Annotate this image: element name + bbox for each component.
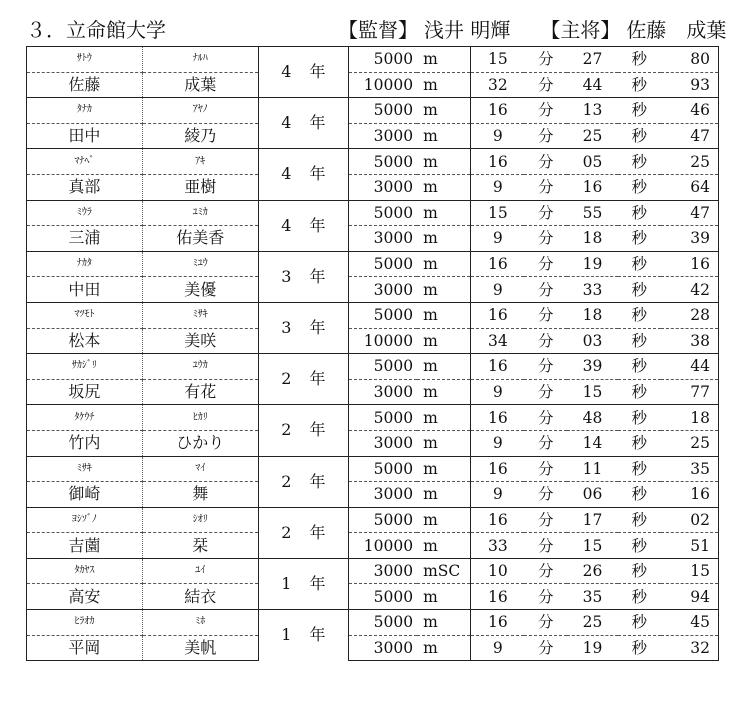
record-distance-unit: m bbox=[423, 127, 438, 146]
surname-kana: ﾐｳﾗ bbox=[27, 200, 143, 226]
record-seconds: 11 bbox=[567, 456, 618, 482]
record-seconds-unit: 秒 bbox=[618, 405, 661, 431]
athlete-row bbox=[27, 98, 719, 124]
record-distance-unit: m bbox=[423, 229, 438, 248]
athlete-row bbox=[27, 200, 719, 226]
record-hundredths: 51 bbox=[661, 533, 719, 559]
record-seconds: 39 bbox=[567, 354, 618, 380]
record-seconds-unit: 秒 bbox=[618, 98, 661, 124]
record-minutes-unit: 分 bbox=[524, 251, 567, 277]
athlete-row bbox=[27, 47, 719, 73]
record-hundredths: 18 bbox=[661, 405, 719, 431]
athlete-row bbox=[27, 558, 719, 584]
record-hundredths: 44 bbox=[661, 354, 719, 380]
record-distance: 5000 bbox=[349, 149, 418, 175]
record-distance: 10000 bbox=[349, 533, 418, 559]
record-minutes: 16 bbox=[471, 405, 525, 431]
athlete-row bbox=[27, 405, 719, 431]
record-hundredths: 47 bbox=[661, 123, 719, 149]
given-name-kana: ﾅﾙﾊ bbox=[142, 47, 258, 73]
grade-cell bbox=[258, 98, 348, 149]
grade-unit: 年 bbox=[309, 573, 326, 593]
grade-unit: 年 bbox=[309, 113, 326, 133]
given-name: 美優 bbox=[142, 277, 258, 303]
record-minutes: 10 bbox=[471, 558, 525, 584]
record-distance: 5000 bbox=[349, 98, 418, 124]
athlete-row bbox=[27, 277, 719, 303]
record-minutes-unit: 分 bbox=[537, 536, 554, 555]
record-minutes: 16 bbox=[471, 610, 525, 636]
record-seconds: 27 bbox=[567, 47, 618, 73]
grade-number: 1 bbox=[281, 625, 292, 645]
given-name-kana: ｼｵﾘ bbox=[142, 507, 258, 533]
record-seconds-unit: 秒 bbox=[618, 635, 661, 661]
record-distance-unit: m bbox=[423, 178, 438, 197]
record-hundredths: 46 bbox=[661, 98, 719, 124]
surname-kana: ﾅｶﾀ bbox=[27, 251, 143, 277]
given-name: 成葉 bbox=[142, 72, 258, 98]
record-distance: 3000 bbox=[349, 174, 418, 200]
record-seconds-unit: 秒 bbox=[618, 354, 661, 380]
record-minutes: 9 bbox=[471, 430, 525, 456]
grade-number: 4 bbox=[281, 215, 292, 235]
record-hundredths: 25 bbox=[661, 149, 719, 175]
grade-number: 3 bbox=[281, 266, 292, 286]
record-minutes: 9 bbox=[471, 277, 525, 303]
record-minutes-unit: 分 bbox=[537, 383, 554, 402]
record-distance-unit: m bbox=[423, 75, 438, 94]
record-distance-unit: m bbox=[417, 507, 471, 533]
record-distance-unit: m bbox=[417, 610, 471, 636]
record-minutes: 9 bbox=[471, 174, 525, 200]
athlete-row bbox=[27, 328, 719, 354]
record-distance: 3000 bbox=[349, 379, 418, 405]
athlete-row bbox=[27, 635, 719, 661]
record-distance: 5000 bbox=[349, 251, 418, 277]
record-hundredths: 32 bbox=[661, 635, 719, 661]
record-hundredths: 39 bbox=[661, 226, 719, 252]
roster-table bbox=[26, 46, 719, 661]
record-hundredths: 47 bbox=[661, 200, 719, 226]
grade-cell bbox=[258, 558, 348, 609]
record-seconds-unit: 秒 bbox=[618, 200, 661, 226]
record-distance-unit: m bbox=[417, 200, 471, 226]
record-distance: 5000 bbox=[349, 610, 418, 636]
record-distance-unit: m bbox=[423, 280, 438, 299]
record-seconds-unit: 秒 bbox=[618, 47, 661, 73]
record-seconds-unit: 秒 bbox=[618, 251, 661, 277]
record-minutes-unit: 分 bbox=[537, 280, 554, 299]
given-name: 有花 bbox=[142, 379, 258, 405]
grade-cell bbox=[258, 149, 348, 200]
record-distance-unit: m bbox=[417, 302, 471, 328]
record-hundredths: 35 bbox=[661, 456, 719, 482]
given-name-kana: ｱﾔﾉ bbox=[142, 98, 258, 124]
record-distance: 3000 bbox=[349, 482, 418, 508]
given-name: 亜樹 bbox=[142, 174, 258, 200]
record-minutes: 16 bbox=[471, 584, 525, 610]
given-name: 美咲 bbox=[142, 328, 258, 354]
coach-label: 【監督】 bbox=[338, 18, 418, 42]
given-name: 佑美香 bbox=[142, 226, 258, 252]
record-minutes-unit: 分 bbox=[524, 149, 567, 175]
given-name: 栞 bbox=[142, 533, 258, 559]
given-name-kana: ﾕｲ bbox=[142, 558, 258, 584]
record-distance-unit: m bbox=[417, 251, 471, 277]
given-name-kana: ﾐｻｷ bbox=[142, 302, 258, 328]
record-hundredths: 77 bbox=[661, 379, 719, 405]
record-seconds: 15 bbox=[582, 383, 603, 402]
record-seconds-unit: 秒 bbox=[631, 331, 647, 350]
record-seconds-unit: 秒 bbox=[631, 485, 647, 504]
record-distance: 5000 bbox=[349, 47, 418, 73]
record-minutes-unit: 分 bbox=[524, 200, 567, 226]
record-seconds-unit: 秒 bbox=[631, 434, 647, 453]
given-name: 結衣 bbox=[142, 584, 258, 610]
record-distance: 5000 bbox=[349, 354, 418, 380]
record-seconds: 48 bbox=[567, 405, 618, 431]
record-seconds: 13 bbox=[567, 98, 618, 124]
record-minutes: 16 bbox=[471, 251, 525, 277]
given-name-kana: ﾐﾕｳ bbox=[142, 251, 258, 277]
grade-unit: 年 bbox=[309, 625, 326, 645]
athlete-row bbox=[27, 482, 719, 508]
record-seconds-unit: 秒 bbox=[618, 149, 661, 175]
record-hundredths: 38 bbox=[661, 328, 719, 354]
record-distance: 3000 bbox=[349, 123, 418, 149]
record-seconds: 15 bbox=[582, 536, 603, 555]
surname: 平岡 bbox=[27, 635, 143, 661]
record-seconds: 17 bbox=[567, 507, 618, 533]
athlete-row bbox=[27, 174, 719, 200]
record-seconds: 05 bbox=[567, 149, 618, 175]
grade-cell bbox=[258, 507, 348, 558]
athlete-row bbox=[27, 123, 719, 149]
grade-unit: 年 bbox=[309, 318, 326, 338]
grade-unit: 年 bbox=[309, 522, 326, 542]
record-distance: 5000 bbox=[349, 584, 418, 610]
record-seconds: 18 bbox=[582, 229, 603, 248]
grade-unit: 年 bbox=[309, 62, 326, 82]
record-minutes: 32 bbox=[471, 72, 525, 98]
grade-unit: 年 bbox=[309, 420, 326, 440]
record-distance: 3000 bbox=[349, 635, 418, 661]
surname: 吉薗 bbox=[27, 533, 143, 559]
record-distance-unit: m bbox=[423, 536, 438, 555]
athlete-row bbox=[27, 302, 719, 328]
record-minutes: 16 bbox=[471, 507, 525, 533]
record-minutes-unit: 分 bbox=[537, 229, 554, 248]
record-minutes: 33 bbox=[471, 533, 525, 559]
record-hundredths: 42 bbox=[661, 277, 719, 303]
record-seconds: 19 bbox=[567, 635, 618, 661]
record-distance-unit: m bbox=[417, 635, 471, 661]
grade-unit: 年 bbox=[309, 215, 326, 235]
record-distance: 3000 bbox=[349, 226, 418, 252]
grade-number: 2 bbox=[281, 471, 292, 491]
surname-kana: ﾀｶﾔｽ bbox=[27, 558, 143, 584]
record-hundredths: 64 bbox=[661, 174, 719, 200]
record-distance-unit: m bbox=[423, 331, 438, 350]
record-seconds: 35 bbox=[582, 587, 603, 606]
surname: 真部 bbox=[27, 174, 143, 200]
grade-cell bbox=[258, 200, 348, 251]
record-minutes-unit: 分 bbox=[524, 47, 567, 73]
record-distance: 5000 bbox=[349, 200, 418, 226]
record-distance: 10000 bbox=[349, 72, 418, 98]
record-seconds: 14 bbox=[582, 434, 603, 453]
record-distance-unit: m bbox=[417, 98, 471, 124]
surname: 松本 bbox=[27, 328, 143, 354]
grade-cell bbox=[258, 302, 348, 353]
athlete-row bbox=[27, 251, 719, 277]
surname: 高安 bbox=[27, 584, 143, 610]
surname: 御崎 bbox=[27, 482, 143, 508]
record-minutes: 34 bbox=[471, 328, 525, 354]
record-seconds-unit: 秒 bbox=[631, 127, 647, 146]
record-minutes-unit: 分 bbox=[537, 331, 554, 350]
record-minutes: 15 bbox=[471, 200, 525, 226]
record-distance: 5000 bbox=[349, 405, 418, 431]
record-minutes-unit: 分 bbox=[537, 485, 554, 504]
surname: 三浦 bbox=[27, 226, 143, 252]
record-hundredths: 25 bbox=[661, 430, 719, 456]
surname-kana: ﾏﾂﾓﾄ bbox=[27, 302, 143, 328]
roster-header bbox=[26, 10, 736, 42]
record-minutes-unit: 分 bbox=[537, 434, 554, 453]
given-name: ひかり bbox=[142, 430, 258, 456]
grade-cell bbox=[258, 251, 348, 302]
athlete-row bbox=[27, 584, 719, 610]
record-minutes-unit: 分 bbox=[524, 456, 567, 482]
record-minutes-unit: 分 bbox=[537, 127, 554, 146]
record-hundredths: 16 bbox=[661, 251, 719, 277]
record-hundredths: 15 bbox=[661, 558, 719, 584]
record-minutes-unit: 分 bbox=[524, 405, 567, 431]
surname: 佐藤 bbox=[27, 72, 143, 98]
given-name-kana: ﾕﾐｶ bbox=[142, 200, 258, 226]
record-minutes-unit: 分 bbox=[524, 354, 567, 380]
surname-kana: ﾀｹｳﾁ bbox=[27, 405, 143, 431]
record-minutes: 9 bbox=[471, 635, 525, 661]
surname-kana: ﾐｻｷ bbox=[27, 456, 143, 482]
surname: 竹内 bbox=[27, 430, 143, 456]
record-seconds-unit: 秒 bbox=[631, 280, 647, 299]
record-seconds: 44 bbox=[582, 75, 603, 94]
surname-kana: ｻﾄｳ bbox=[27, 47, 143, 73]
record-hundredths: 45 bbox=[661, 610, 719, 636]
given-name-kana: ﾐﾎ bbox=[142, 610, 258, 636]
athlete-row bbox=[27, 72, 719, 98]
record-minutes-unit: 分 bbox=[524, 507, 567, 533]
record-distance-unit: m bbox=[423, 383, 438, 402]
record-distance-unit: m bbox=[417, 149, 471, 175]
given-name-kana: ｱｷ bbox=[142, 149, 258, 175]
grade-number: 2 bbox=[281, 420, 292, 440]
record-minutes: 9 bbox=[471, 226, 525, 252]
record-seconds-unit: 秒 bbox=[631, 75, 647, 94]
record-distance: 3000 bbox=[349, 430, 418, 456]
record-distance: 3000 bbox=[349, 558, 418, 584]
record-seconds-unit: 秒 bbox=[618, 302, 661, 328]
given-name: 美帆 bbox=[142, 635, 258, 661]
athlete-row bbox=[27, 456, 719, 482]
record-seconds: 03 bbox=[582, 331, 603, 350]
record-hundredths: 02 bbox=[661, 507, 719, 533]
surname-kana: ﾀﾅｶ bbox=[27, 98, 143, 124]
athlete-row bbox=[27, 379, 719, 405]
grade-unit: 年 bbox=[309, 471, 326, 491]
staff-line bbox=[338, 14, 732, 43]
record-minutes: 16 bbox=[471, 149, 525, 175]
record-distance-unit: m bbox=[417, 47, 471, 73]
record-seconds-unit: 秒 bbox=[618, 507, 661, 533]
surname: 坂尻 bbox=[27, 379, 143, 405]
record-seconds-unit: 秒 bbox=[631, 587, 647, 606]
grade-number: 1 bbox=[281, 573, 292, 593]
record-seconds-unit: 秒 bbox=[618, 558, 661, 584]
record-minutes-unit: 分 bbox=[537, 178, 554, 197]
record-seconds: 19 bbox=[567, 251, 618, 277]
team-title: ３．立命館大学 bbox=[26, 18, 166, 42]
grade-cell bbox=[258, 405, 348, 456]
grade-unit: 年 bbox=[309, 369, 326, 389]
record-distance: 10000 bbox=[349, 328, 418, 354]
grade-cell bbox=[258, 456, 348, 507]
record-minutes-unit: 分 bbox=[537, 75, 554, 94]
record-distance-unit: m bbox=[417, 456, 471, 482]
record-minutes-unit: 分 bbox=[537, 587, 554, 606]
coach-name: 浅井 明輝 bbox=[424, 18, 511, 42]
record-minutes: 15 bbox=[471, 47, 525, 73]
record-hundredths: 28 bbox=[661, 302, 719, 328]
record-distance: 3000 bbox=[349, 277, 418, 303]
record-hundredths: 94 bbox=[661, 584, 719, 610]
record-seconds: 55 bbox=[567, 200, 618, 226]
captain-label: 【主将】 bbox=[540, 18, 621, 42]
record-seconds-unit: 秒 bbox=[618, 610, 661, 636]
record-minutes: 16 bbox=[471, 302, 525, 328]
athlete-row bbox=[27, 226, 719, 252]
athlete-row bbox=[27, 610, 719, 636]
surname: 田中 bbox=[27, 123, 143, 149]
record-seconds-unit: 秒 bbox=[631, 383, 647, 402]
surname-kana: ｻｶｼﾞﾘ bbox=[27, 354, 143, 380]
record-minutes: 16 bbox=[471, 354, 525, 380]
given-name: 綾乃 bbox=[142, 123, 258, 149]
record-minutes: 9 bbox=[471, 379, 525, 405]
given-name-kana: ﾕｳｶ bbox=[142, 354, 258, 380]
record-minutes-unit: 分 bbox=[524, 558, 567, 584]
grade-unit: 年 bbox=[309, 164, 326, 184]
given-name-kana: ﾋｶﾘ bbox=[142, 405, 258, 431]
record-minutes-unit: 分 bbox=[524, 610, 567, 636]
record-minutes: 16 bbox=[471, 98, 525, 124]
record-seconds: 06 bbox=[582, 485, 603, 504]
record-minutes-unit: 分 bbox=[524, 98, 567, 124]
surname-kana: ﾖｼｿﾞﾉ bbox=[27, 507, 143, 533]
surname-kana: ﾋﾗｵｶ bbox=[27, 610, 143, 636]
record-seconds: 16 bbox=[582, 178, 603, 197]
record-seconds: 25 bbox=[582, 127, 603, 146]
grade-number: 4 bbox=[281, 113, 292, 133]
grade-cell bbox=[258, 354, 348, 405]
grade-cell bbox=[258, 47, 348, 98]
record-distance-unit: m bbox=[417, 405, 471, 431]
athlete-row bbox=[27, 354, 719, 380]
record-minutes: 9 bbox=[471, 123, 525, 149]
surname: 中田 bbox=[27, 277, 143, 303]
record-seconds-unit: 秒 bbox=[631, 178, 647, 197]
grade-number: 3 bbox=[281, 318, 292, 338]
given-name-kana: ﾏｲ bbox=[142, 456, 258, 482]
grade-number: 2 bbox=[281, 369, 292, 389]
grade-number: 4 bbox=[281, 164, 292, 184]
record-seconds: 33 bbox=[582, 280, 603, 299]
record-seconds: 26 bbox=[567, 558, 618, 584]
record-distance-unit: mSC bbox=[417, 558, 471, 584]
record-seconds-unit: 秒 bbox=[631, 229, 647, 248]
record-hundredths: 16 bbox=[661, 482, 719, 508]
record-seconds: 25 bbox=[567, 610, 618, 636]
record-minutes: 16 bbox=[471, 456, 525, 482]
grade-unit: 年 bbox=[309, 266, 326, 286]
record-hundredths: 93 bbox=[661, 72, 719, 98]
captain-name: 佐藤 成葉 bbox=[626, 18, 727, 42]
grade-cell bbox=[258, 610, 348, 661]
record-distance-unit: m bbox=[423, 485, 438, 504]
record-hundredths: 80 bbox=[661, 47, 719, 73]
athlete-row bbox=[27, 430, 719, 456]
athlete-row bbox=[27, 149, 719, 175]
record-distance-unit: m bbox=[423, 587, 438, 606]
record-distance: 5000 bbox=[349, 456, 418, 482]
athlete-row bbox=[27, 507, 719, 533]
record-minutes-unit: 分 bbox=[524, 635, 567, 661]
record-distance: 5000 bbox=[349, 507, 418, 533]
given-name: 舞 bbox=[142, 482, 258, 508]
record-minutes: 9 bbox=[471, 482, 525, 508]
record-distance: 5000 bbox=[349, 302, 418, 328]
surname-kana: ﾏﾅﾍﾞ bbox=[27, 149, 143, 175]
grade-number: 2 bbox=[281, 522, 292, 542]
roster-body bbox=[27, 47, 719, 661]
grade-number: 4 bbox=[281, 62, 292, 82]
record-seconds-unit: 秒 bbox=[618, 456, 661, 482]
record-minutes-unit: 分 bbox=[524, 302, 567, 328]
record-distance-unit: m bbox=[417, 354, 471, 380]
record-seconds: 18 bbox=[567, 302, 618, 328]
record-distance-unit: m bbox=[423, 434, 438, 453]
athlete-row bbox=[27, 533, 719, 559]
record-seconds-unit: 秒 bbox=[631, 536, 647, 555]
